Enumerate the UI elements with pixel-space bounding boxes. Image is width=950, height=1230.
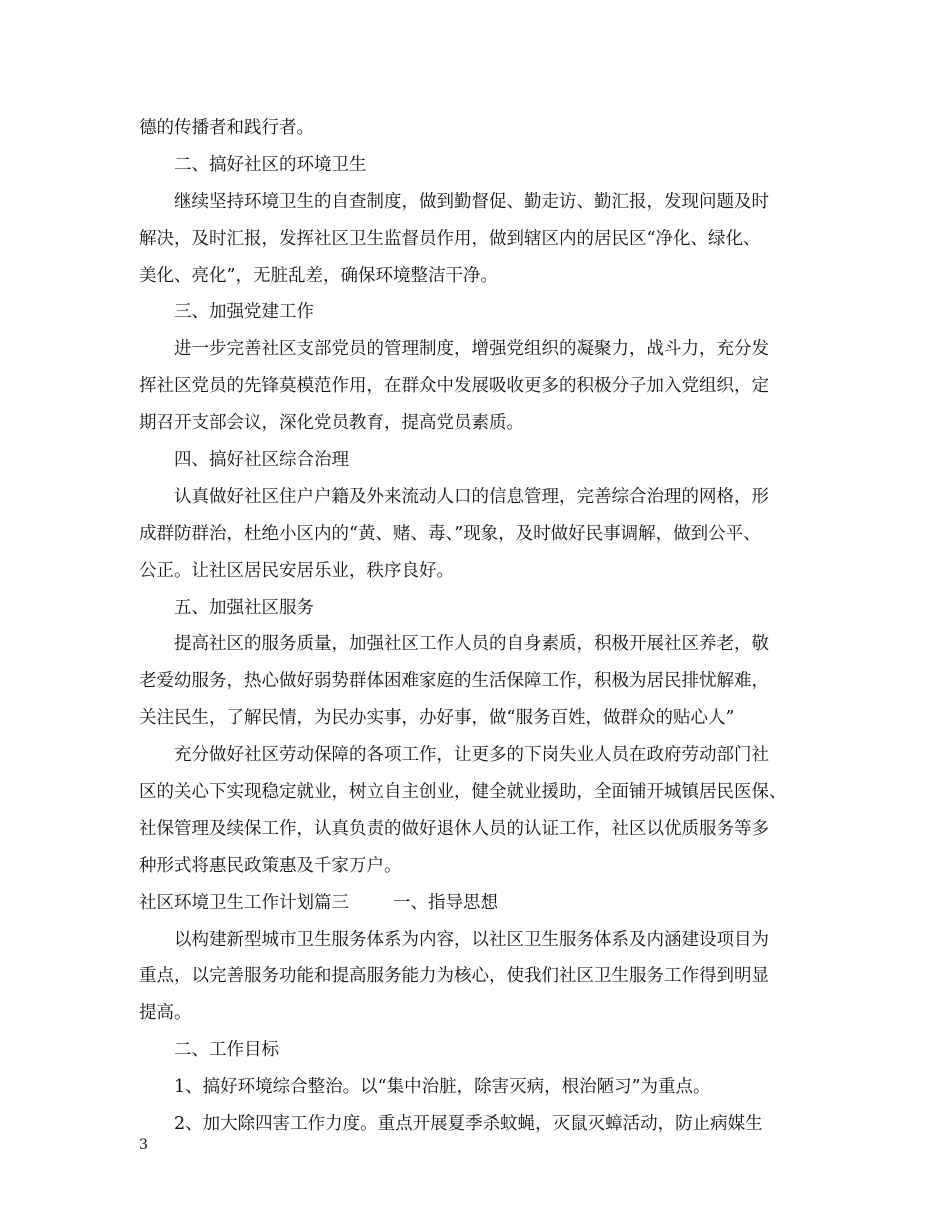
text-line: 1、搞好环境综合整治。以“集中治脏，除害灭病，根治陋习”为重点。: [174, 1077, 711, 1098]
text-line: 期召开支部会议，深化党员教育，提高党员素质。: [139, 413, 524, 434]
page-number: 3: [139, 1137, 148, 1153]
text-line: 以构建新型城市卫生服务体系为内容，以社区卫生服务体系及内涵建设项目为: [174, 929, 769, 950]
text-line: 美化、亮化”，无脏乱差，确保环境整洁干净。: [139, 265, 498, 286]
text-line: 二、搞好社区的环境卫生: [174, 154, 367, 175]
text-line: 关注民生，了解民情，为民办实事，办好事，做“服务百姓，做群众的贴心人”: [139, 708, 735, 729]
text-line: 四、搞好社区综合治理: [174, 450, 349, 471]
text-line: 种形式将惠民政策惠及千家万户。: [139, 855, 402, 876]
text-line: 认真做好社区住户户籍及外来流动人口的信息管理，完善综合治理的网格，形: [174, 486, 769, 507]
document-body: [139, 110, 829, 1143]
text-line: 继续坚持环境卫生的自查制度，做到勤督促、勤走访、勤汇报，发现问题及时: [174, 191, 769, 212]
text-line: 成群防群治，杜绝小区内的“黄、赌、毒、”现象，及时做好民事调解，做到公平、: [139, 523, 761, 544]
text-line: 提高社区的服务质量，加强社区工作人员的自身素质，积极开展社区养老，敬: [174, 634, 769, 655]
text-line: 进一步完善社区支部党员的管理制度，增强党组织的凝聚力，战斗力，充分发: [174, 339, 769, 360]
text-line: 德的传播者和践行者。: [139, 118, 314, 138]
text-line: 解决，及时汇报，发挥社区卫生监督员作用，做到辖区内的居民区“净化、绿化、: [139, 228, 761, 249]
text-line: 公正。让社区居民安居乐业，秩序良好。: [139, 560, 454, 581]
text-line: 社保管理及续保工作，认真负责的做好退休人员的认证工作，社区以优质服务等多: [139, 818, 769, 839]
text-line: 区的关心下实现稳定就业，树立自主创业，健全就业援助，全面铺开城镇居民医保、: [139, 782, 787, 803]
text-line: 重点，以完善服务功能和提高服务能力为核心，使我们社区卫生服务工作得到明显: [139, 966, 769, 987]
section-3-heading-line: [139, 885, 829, 922]
text-line: 五、加强社区服务: [174, 597, 314, 618]
text-line: 三、加强党建工作: [174, 302, 314, 323]
text-line: 提高。: [139, 1003, 192, 1024]
text-line: 二、工作目标: [174, 1040, 279, 1061]
text-line: 老爱幼服务，热心做好弱势群体困难家庭的生活保障工作，积极为居民排忧解难，: [139, 671, 769, 692]
text-line: 充分做好社区劳动保障的各项工作，让更多的下岗失业人员在政府劳动部门社: [174, 745, 769, 766]
text-line: 2、加大除四害工作力度。重点开展夏季杀蚊蝇，灭鼠灭蟑活动，防止病媒生: [174, 1114, 763, 1135]
section-3-first-heading: 一、指导思想: [393, 892, 498, 913]
text-line: 挥社区党员的先锋莫模范作用，在群众中发展吸收更多的积极分子加入党组织，定: [139, 376, 769, 397]
section-3-title: 社区环境卫生工作计划篇三: [139, 892, 349, 913]
text-block-1: [139, 110, 829, 885]
text-block-2: [139, 922, 829, 1143]
